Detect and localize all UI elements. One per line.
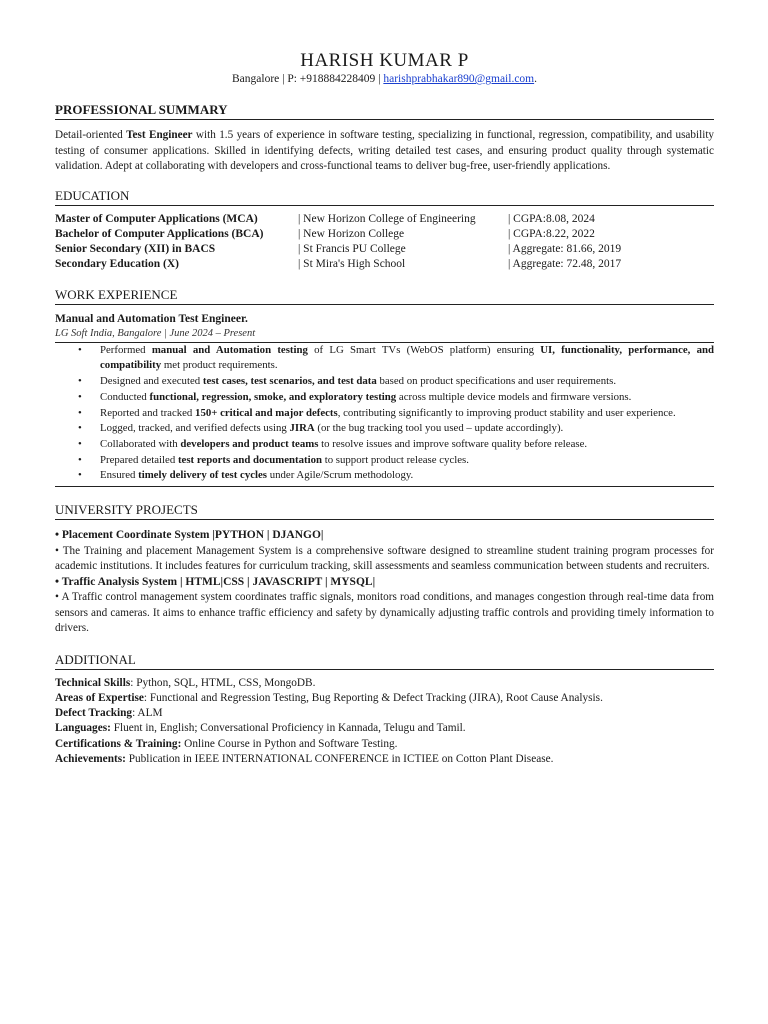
list-item: • Ensured timely delivery of test cycles under Agile/Scrum methodology.: [100, 468, 714, 484]
list-item: • Logged, tracked, and verified defects using JIRA (or the bug tracking tool you used – update accordingly).: [100, 421, 714, 437]
project-description: • A Traffic control management system coordinates traffic signals, monitors road conditions, and manages congestion through real-time data from sensors and cameras. It aims to enhance traffic efficiency and safety by dynamically adjusting traffic controls and providing timely information to drivers.: [55, 591, 714, 635]
projects-heading: UNIVERSITY PROJECTS: [55, 502, 714, 520]
list-item: • Collaborated with developers and product teams to resolve issues and improve software quality before release.: [100, 437, 714, 453]
work-bullets: [55, 343, 714, 487]
project-description: • The Training and placement Management System is a comprehensive software designed to streamline student training program processes for academic institutions. It includes features for curriculum tracking, skill assessments and seamless communication between students and recruiters.: [55, 544, 714, 573]
phone: P: +918884228409: [287, 73, 376, 85]
job-meta: LG Soft India, Bangalore | June 2024 – Present: [55, 327, 714, 343]
additional-line: Achievements: Publication in IEEE INTERNATIONAL CONFERENCE in ICTIEE on Cotton Plant Disease.: [55, 753, 554, 765]
additional-heading: ADDITIONAL: [55, 652, 714, 670]
list-item: • Designed and executed test cases, test scenarios, and test data based on product specifications and user requirements.: [100, 374, 714, 390]
additional-line: Languages: Fluent in, English; Conversational Proficiency in Kannada, Telugu and Tamil.: [55, 722, 466, 735]
education-row: Master of Computer Applications (MCA) | New Horizon College of Engineering | CGPA:8.08, 2024: [55, 212, 595, 225]
list-item: • Performed manual and Automation testing of LG Smart TVs (WebOS platform) ensuring UI, functionality, performance, and compatibility met product requirements.: [100, 343, 714, 374]
work-heading: WORK EXPERIENCE: [55, 287, 714, 305]
additional-line: Areas of Expertise: Functional and Regression Testing, Bug Reporting & Defect Tracking (JIRA), Root Cause Analysis.: [55, 691, 603, 704]
summary-text: Detail-oriented Test Engineer with 1.5 years of experience in software testing, specializing in functional, regression, compatibility, and usability testing of consumer applications. Skilled in identifying defects, writing detailed test cases, and ensuring product quality through systematic validation. Adept at collaborating with developers and cross-functional teams to deliver bug-free, user-friendly applications.: [55, 129, 715, 172]
candidate-name: HARISH KUMAR P: [300, 50, 469, 71]
city: Bangalore: [232, 73, 280, 85]
additional-line: Technical Skills: Python, SQL, HTML, CSS, MongoDB.: [55, 676, 316, 689]
additional-line: Certifications & Training: Online Course in Python and Software Testing.: [55, 737, 398, 750]
summary-heading: PROFESSIONAL SUMMARY: [55, 102, 714, 120]
email-link[interactable]: harishprabhakar890@gmail.com: [383, 73, 535, 85]
education-row: Bachelor of Computer Applications (BCA) | New Horizon College | CGPA:8.22, 2022: [55, 227, 595, 240]
project-title: • Placement Coordinate System |PYTHON | DJANGO|: [55, 529, 324, 542]
resume-page: [55, 0, 714, 767]
project-title: • Traffic Analysis System | HTML|CSS | JAVASCRIPT | MYSQL|: [55, 575, 376, 588]
contact-line: Bangalore | P: +918884228409 | harishprabhakar890@gmail.com.: [232, 73, 537, 85]
education-heading: EDUCATION: [55, 188, 714, 206]
additional-line: Defect Tracking: ALM: [55, 707, 163, 720]
education-table: [55, 212, 714, 273]
list-item: • Reported and tracked 150+ critical and major defects, contributing significantly to improving product stability and user experience.: [100, 406, 714, 422]
education-row: Secondary Education (X) | St Mira's High School | Aggregate: 72.48, 2017: [55, 258, 622, 271]
list-item: • Prepared detailed test reports and documentation to support product release cycles.: [100, 453, 714, 469]
additional-list: [55, 676, 714, 768]
education-row: Senior Secondary (XII) in BACS | St Francis PU College | Aggregate: 81.66, 2019: [55, 243, 622, 256]
list-item: • Conducted functional, regression, smoke, and exploratory testing across multiple device models and firmware versions.: [100, 390, 714, 406]
job-title: Manual and Automation Test Engineer.: [55, 312, 248, 325]
